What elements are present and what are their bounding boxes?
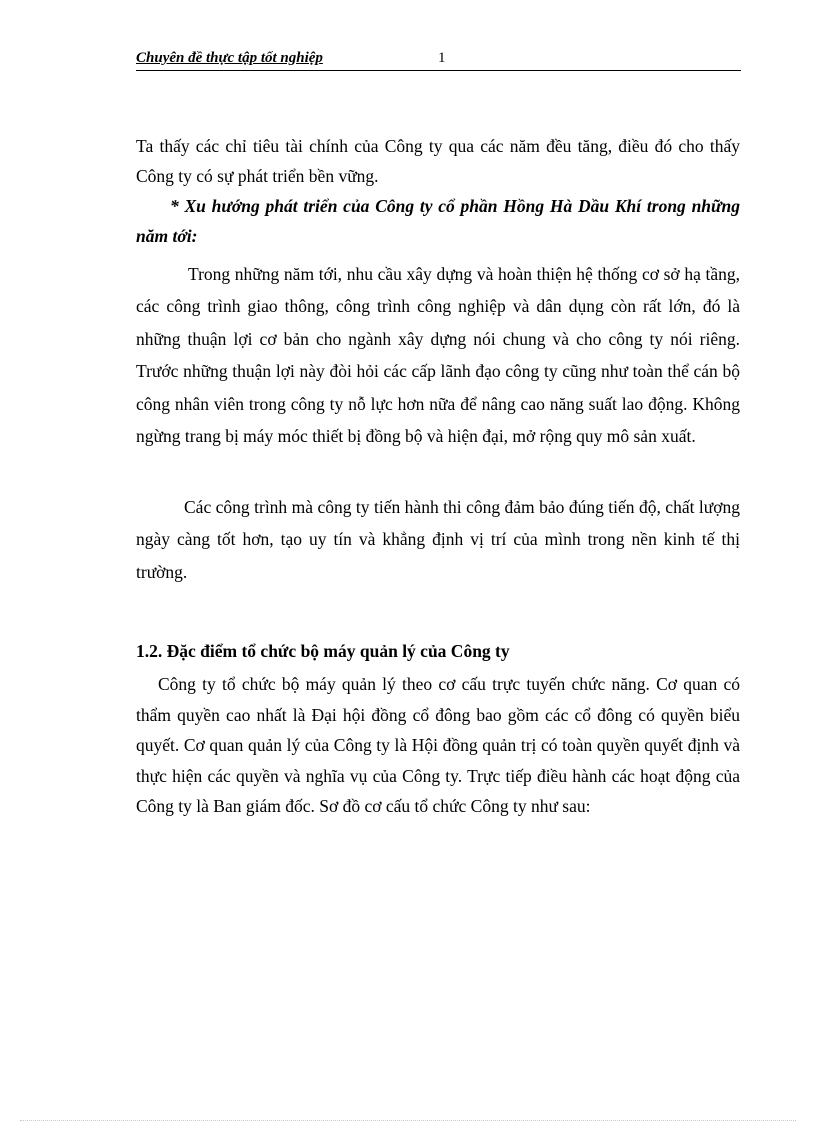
subheading-development-trend: * Xu hướng phát triển của Công ty cổ phần Hồng Hà Dầu Khí trong những năm tới: bbox=[136, 196, 740, 246]
page-number: 1 bbox=[438, 50, 446, 66]
page-header bbox=[136, 48, 741, 71]
header-title: Chuyên đề thực tập tốt nghiệp bbox=[136, 50, 323, 66]
paragraph-financial-summary: Ta thấy các chỉ tiêu tài chính của Công ty qua các năm đều tăng, điều đó cho thấy Công ty có sự phát triển bền vững. bbox=[136, 136, 740, 186]
section-heading: 1.2. Đặc điểm tổ chức bộ máy quản lý của Công ty bbox=[136, 641, 510, 661]
paragraph-management-structure: Công ty tổ chức bộ máy quản lý theo cơ cấu trực tuyến chức năng. Cơ quan có thẩm quyền cao nhất là Đại hội đồng cổ đông bao gồm các cổ đông có quyền biểu quyết. Cơ quan quản lý của Công ty là Hội đồng quản trị có toàn quyền quyết định và thực hiện các quyền và nghĩa vụ của Công ty. Trực tiếp điều hành các hoạt động của Công ty là Ban giám đốc. Sơ đồ cơ cấu tổ chức Công ty như sau: bbox=[136, 674, 740, 817]
paragraph-development-outlook: Trong những năm tới, nhu cầu xây dựng và hoàn thiện hệ thống cơ sở hạ tầng, các công trình giao thông, công trình công nghiệp và dân dụng còn rất lớn, đó là những thuận lợi cơ bản cho ngành xây dựng nói chung và cho công ty nói riêng. Trước những thuận lợi này đòi hỏi các cấp lãnh đạo công ty cũng như toàn thể cán bộ công nhân viên trong công ty nỗ lực hơn nữa để nâng cao năng suất lao động. Không ngừng trang bị máy móc thiết bị đồng bộ và hiện đại, mở rộng quy mô sản xuất. bbox=[136, 264, 740, 447]
page-bottom-divider bbox=[20, 1120, 796, 1121]
paragraph-project-quality: Các công trình mà công ty tiến hành thi công đảm bảo đúng tiến độ, chất lượng ngày càng tốt hơn, tạo uy tín và khẳng định vị trí của mình trong nền kinh tế thị trường. bbox=[136, 497, 740, 582]
